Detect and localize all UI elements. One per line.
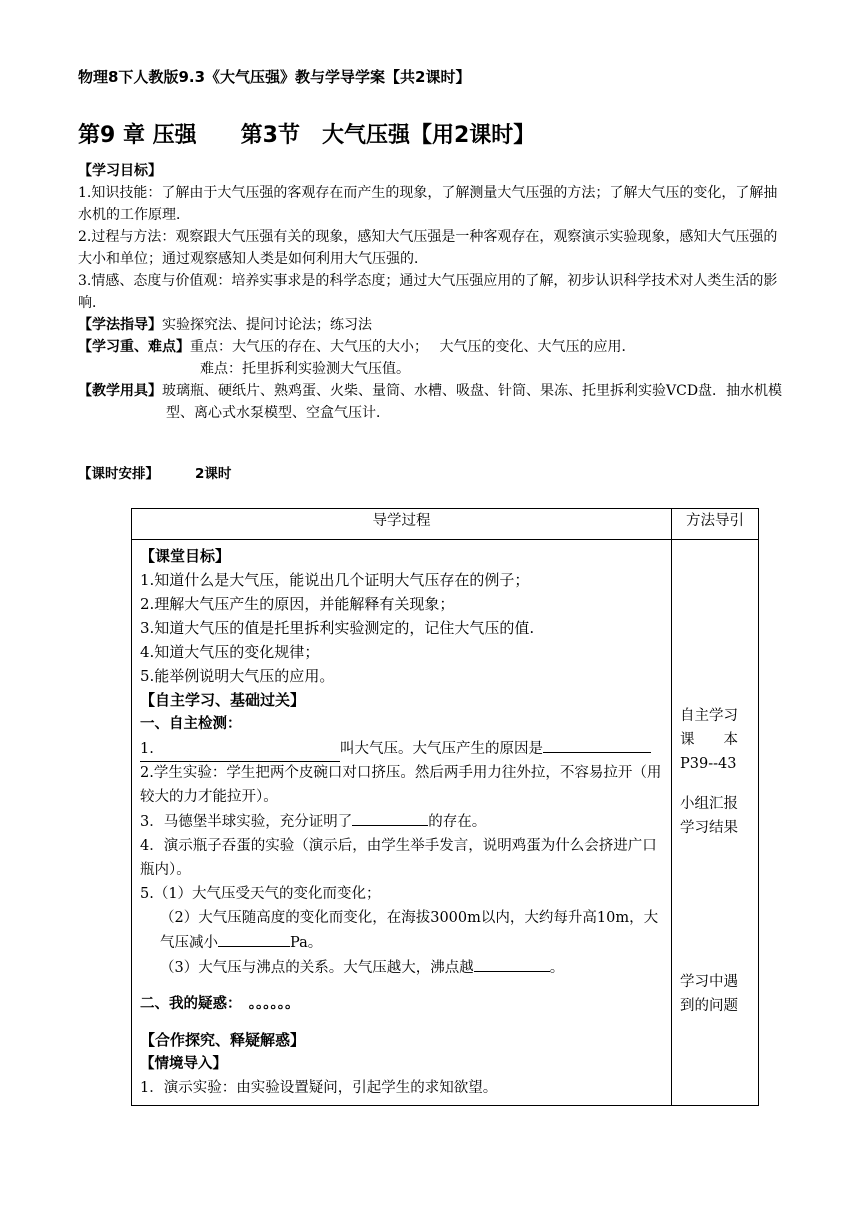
q5-2-prefix: （2）大气压随高度的变化而变化，在海拔3000m以内，大约每升高10m，大气压减小 [160,910,659,951]
blank-3[interactable] [352,809,428,826]
class-goal-item: 5.能举例说明大气压的应用。 [140,667,335,685]
guide-process-cell [132,540,672,1106]
method-guide-cell [672,540,759,1106]
tools-line [78,380,788,424]
goals-heading: 【学习目标】 [78,163,162,179]
question-5-2 [140,906,663,955]
situation-heading: 【情境导入】 [140,1056,227,1072]
goal-item: 1.知识技能：了解由于大气压强的客观存在而产生的现象，了解测量大气压强的方法；了解大气压的变化，了解抽水机的工作原理． [78,185,778,223]
q1-prefix: 1. [140,737,340,762]
header-guide-process: 导学过程 [132,509,672,540]
class-goal-item: 4.知道大气压的变化规律； [140,643,320,661]
question-5-1: 5.（1）大气压受天气的变化而变化； [140,886,381,902]
question-3 [140,809,663,834]
class-goal-item: 1.知道什么是大气压，能说出几个证明大气压存在的例子； [140,571,530,589]
goal-item: 2.过程与方法：观察跟大气压强有关的现象，感知大气压强是一种客观存在，观察演示实验现象，感知大气压强的大小和单位；通过观察感知人类是如何利用大气压强的． [78,229,778,267]
goal-item: 3.情感、态度与价值观：培养实事求是的科学态度；通过大气压强应用的了解，初步认识科学技术对人类生活的影响． [78,273,778,311]
class-goal-item: 3.知道大气压的值是托里拆利实验测定的，记住大气压的值. [140,619,535,637]
schedule-label: 【课时安排】 [78,466,159,482]
situation-item: 1．演示实验：由实验设置疑问，引起学生的求知欲望。 [140,1080,498,1096]
tools-label: 【教学用具】 [78,383,162,399]
method-label: 【学法指导】 [78,317,162,333]
guide-table [131,508,759,1106]
question-2: 2.学生实验：学生把两个皮碗口对口挤压。然后两手用力往外拉，不容易拉开（用较大的力才能拉开）。 [140,765,662,805]
class-goal-item: 2.理解大气压产生的原因，并能解释有关现象； [140,595,455,613]
header-method-guide: 方法导引 [672,509,759,540]
self-study-heading: 【自主学习、基础过关】 [140,691,306,709]
schedule-value: 2课时 [195,466,232,482]
keypoints-line [78,336,788,358]
self-check-heading: 一、自主检测： [140,716,242,732]
doubts-heading: 二、我的疑惑： 。。。。。。 [140,996,300,1012]
section-name: 第3节 大气压强【用2课时】 [240,123,536,148]
guide-note-pages: P39--43 [680,756,737,772]
chapter-title [78,118,535,149]
keypoints-difficulty: 难点：托里拆利实验测大气压值。 [200,361,410,377]
guide-note-problems: 学习中遇到的问题 [680,974,738,1014]
q3-prefix: 3．马德堡半球实验，充分证明了 [140,814,353,830]
q3-suffix: 的存在。 [428,814,487,830]
class-goals-heading: 【课堂目标】 [140,547,231,565]
keypoints-label: 【学习重、难点】 [78,339,190,355]
blank-5-3[interactable] [474,955,550,972]
q5-2-suffix: Pa。 [290,935,323,951]
method-text: 实验探究法、提问讨论法；练习法 [162,317,372,333]
guide-note-group-report: 小组汇报学习结果 [680,796,738,836]
schedule-line [78,462,231,482]
tools-text: 玻璃瓶、硬纸片、熟鸡蛋、火柴、量筒、水槽、吸盘、针筒、果冻、托里拆利实验VCD盘．抽水机模型、离心式水泵模型、空盒气压计． [162,383,783,421]
chapter-name: 第9 章 压强 [78,123,197,148]
blank-1[interactable] [543,736,651,753]
q1-text: 叫大气压。大气压产生的原因是 [340,741,543,757]
learning-goals [78,160,788,424]
q5-3-prefix: （3）大气压与沸点的关系。大气压越大，沸点越 [160,960,474,976]
coop-heading: 【合作探究、释疑解惑】 [140,1031,306,1049]
q5-3-suffix: 。 [549,960,565,976]
question-4: 4．演示瓶子吞蛋的实验（演示后，由学生举手发言，说明鸡蛋为什么会挤进广口瓶内）。 [140,838,657,878]
document-header: 物理8下人教版9.3《大气压强》教与学导学案【共2课时】 [78,68,471,86]
guide-note-self-study: 自主学习 [680,708,738,724]
method-line [78,314,788,336]
question-5-3 [140,955,663,980]
question-1 [140,736,663,761]
blank-5-2[interactable] [218,930,290,947]
guide-note-textbook: 课 本 [680,732,738,748]
keypoints-key: 重点：大气压的存在、大气压的大小； 大气压的变化、大气压的应用． [190,339,636,355]
